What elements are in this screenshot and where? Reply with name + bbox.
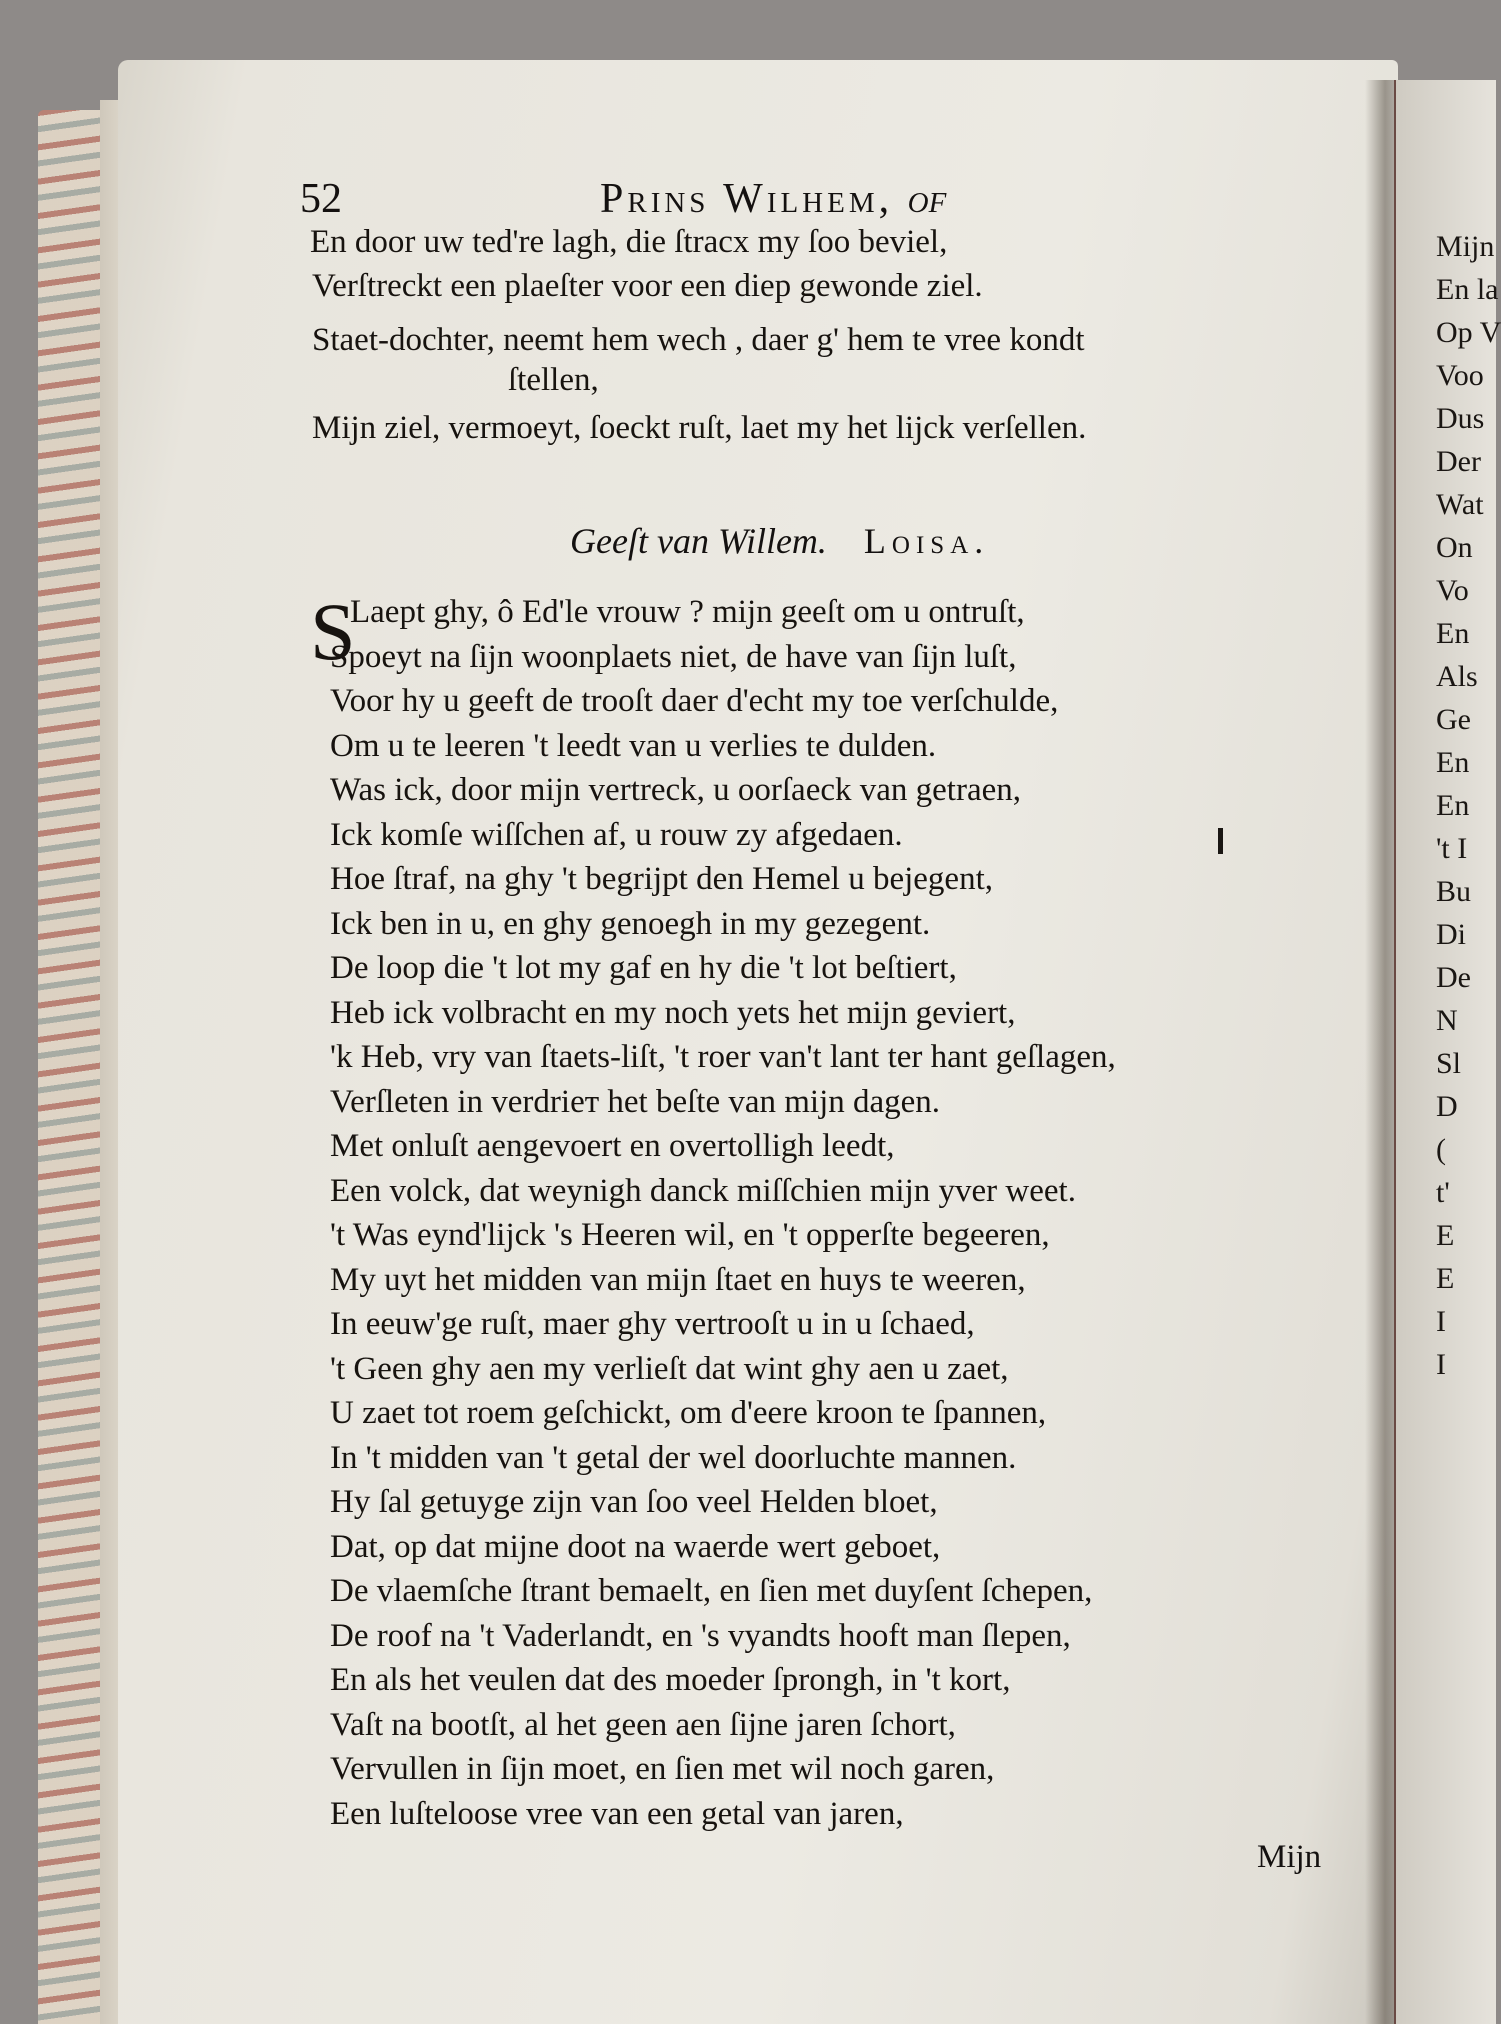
drop-cap: S [310,586,356,677]
verse-line: Voor hy u geeft de trooſt daer d'echt my toe verſchulde, [330,683,1059,719]
verse-line: Hoe ſtraf, na ghy 't begrijpt den Hemel u bejegent, [330,861,993,897]
facing-page-fragment: Voo [1436,359,1484,392]
facing-page-fragment: En [1436,746,1470,779]
facing-page-fragment: ( [1436,1133,1446,1166]
verse-line: Hy ſal getuyge zijn van ſoo veel Helden bloet, [330,1484,938,1520]
verse-line: En door uw ted're lagh, die ſtracx my ſoo beviel, [310,224,948,260]
running-title-main: Prins Wilhem, [600,176,894,222]
verse-line: 't Geen ghy aen my verlieſt dat wint ghy aen u zaet, [330,1350,1009,1387]
facing-page-fragment: En la [1436,273,1499,306]
facing-page-fragment: On [1436,531,1473,564]
verse-line: Laept ghy, ô Ed'le vrouw ? mijn geeſt om u ontruſt, [350,594,1025,630]
page-number: 52 [300,176,342,222]
verse-line: En als het veulen dat des moeder ſprongh, in 't kort, [330,1662,1011,1698]
verse-line: Was ick, door mijn vertreck, u oorſaeck van getraen, [330,772,1021,808]
verse-line: Staet-dochter, neemt hem wech , daer g' hem te vree kondt [312,322,1085,358]
verse-line: De roof na 't Vaderlandt, en 's vyandts hooft man ſlepen, [330,1617,1071,1654]
verse-line: Om u te leeren 't leedt van u verlies te dulden. [330,727,937,764]
verse-line: Ick komſe wiſſchen af, u rouw zy afgedaen. [330,816,903,853]
verse-line: Een luſteloose vree van een getal van jaren, [330,1795,904,1832]
speaker-loisa: Loisa. [863,521,990,561]
facing-page-fragment: Mijn [1436,230,1495,263]
facing-page-fragment: I [1436,1305,1446,1338]
verse-line: Een volck, dat weynigh danck miſſchien mijn yver weet. [330,1172,1076,1209]
verse-line: Heb ick volbracht en my noch yets het mijn geviert, [330,994,1016,1031]
verse-line: Mijn ziel, vermoeyt, ſoeckt ruſt, laet my het lijck verſellen. [312,410,1087,446]
facing-page-fragment: Ge [1436,703,1471,736]
verse-line: Met onluſt aengevoert en overtolligh leedt, [330,1128,895,1164]
facing-page-fragment: Als [1436,660,1478,693]
verse-line: My uyt het midden van mijn ſtaet en huys te weeren, [330,1261,1026,1298]
facing-page-fragment: I [1436,1348,1446,1381]
verse-line: In 't midden van 't getal der wel doorluchte mannen. [330,1439,1017,1476]
facing-page-fragment: t' [1436,1176,1450,1209]
facing-page-fragment: D [1436,1090,1458,1123]
speaker-ghost: Geeſt van Willem. [570,521,827,561]
verse-line: De loop die 't lot my gaf en hy die 't lot beſtiert, [330,950,957,986]
facing-page-fragment: N [1436,1004,1458,1037]
facing-page-fragment: 't I [1436,832,1468,865]
facing-page-fragment: Di [1436,918,1466,951]
verse-line: Dat, op dat mijne doot na waerde wert geboet, [330,1528,941,1565]
running-title-of: of [907,176,947,222]
verse-line: U zaet tot roem geſchickt, om d'eere kroon te ſpannen, [330,1395,1047,1431]
facing-page-fragment: De [1436,961,1471,994]
facing-page-fragment: Bu [1436,875,1472,908]
facing-page-fragment: Dus [1436,402,1485,435]
facing-page-fragment: Wat [1436,488,1484,521]
verse-line: Vaſt na bootſt, al het geen aen ſijne jaren ſchort, [330,1706,956,1743]
facing-page-fragment: E [1436,1219,1455,1252]
verse-line: Ick ben in u, en ghy genoegh in my gezegent. [330,905,931,942]
facing-page [1394,80,1501,2024]
verse-line: Verſleten in verdrieт het beſte van mijn dagen. [330,1083,941,1120]
verse-line: ſtellen, [508,362,599,398]
verse-line: 'k Heb, vry van ſtaets-liſt, 't roer van't lant ter hant geſlagen, [330,1039,1116,1075]
verse-line: Spoeyt na ſijn woonplaets niet, de have van ſijn luſt, [330,638,1017,675]
speaker-heading [570,520,989,562]
facing-page-fragment: En [1436,617,1470,650]
facing-page-fragment: Sl [1436,1047,1462,1080]
facing-page-fragment: En [1436,789,1470,822]
running-title [600,175,946,223]
verse-line: De vlaemſche ſtrant bemaelt, en ſien met duyſent ſchepen, [330,1573,1093,1609]
facing-page-fragment: E [1436,1262,1455,1295]
facing-page-fragment: Vo [1436,574,1469,607]
verse-line: Verſtreckt een plaeſter voor een diep gewonde ziel. [312,268,983,304]
facing-page-fragment: Der [1436,445,1481,478]
margin-mark [1218,828,1223,854]
verse-line: In eeuw'ge ruſt, maer ghy vertrooſt u in u ſchaed, [330,1306,975,1342]
verse-line: 't Was eynd'lijck 's Heeren wil, en 't opperſte begeeren, [330,1217,1050,1253]
catchword: Mijn [1257,1839,1322,1875]
facing-page-fragment: Op V [1436,316,1501,349]
verse-line: Vervullen in ſijn moet, en ſien met wil noch garen, [330,1751,995,1787]
